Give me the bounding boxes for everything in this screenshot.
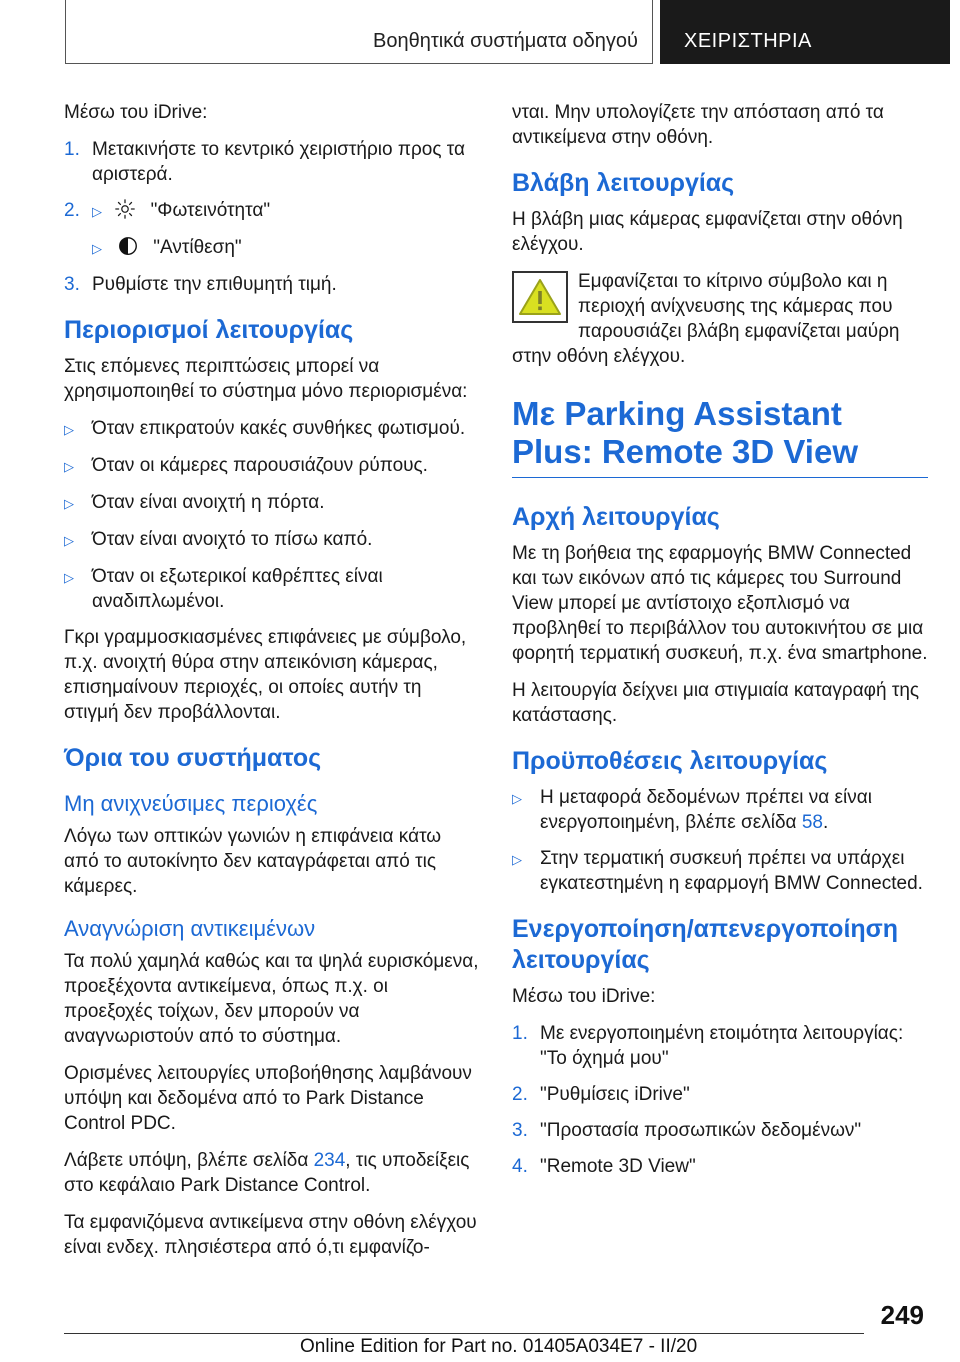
heading-malfunction: Βλάβη λειτουργίας <box>512 169 735 197</box>
heading-switch-on-off: Ενεργοποίηση/απενεργοποίηση λειτουργίας <box>512 915 899 974</box>
camera-warning-icon <box>512 271 568 323</box>
page-link-58[interactable]: 58 <box>801 812 823 833</box>
step-number: 1. <box>64 139 80 160</box>
page-link-234[interactable]: 234 <box>313 1150 346 1171</box>
limited-intro: Στις επόμενες περιπτώσεις μπορεί να χρησιμοποιηθεί το σύστημα μόνο περιορισμένα: <box>64 356 468 402</box>
footer-edition: Online Edition for Part no. 01405A034E7 - II/20 <box>300 1336 698 1357</box>
idrive-intro: Μέσω του iDrive: <box>64 102 208 123</box>
list-item-text: Όταν είναι ανοιχτή η πόρτα. <box>92 492 325 513</box>
list-item-text: Στην τερματική συσκευή πρέπει να υπάρχει εγκατεστημένη η εφαρμογή BMW Connected. <box>540 848 923 894</box>
step-number: 3. <box>512 1120 528 1141</box>
principle-text: Η λειτουργία δείχνει μια στιγμιαία καταγραφή της κατάστασης. <box>512 680 920 726</box>
step-item <box>64 198 480 224</box>
step-text: "Remote 3D View" <box>540 1156 696 1177</box>
step-text: Μετακινήστε το κεντρικό χειριστήριο προς τα αριστερά. <box>92 139 465 185</box>
warning-text: Εμφανίζεται το κίτρινο σύμβολο και η περιοχή ανίχνευσης της κάμερας που παρουσιάζει βλάβη εμφανίζεται μαύρη στην οθόνη ελέγχου. <box>512 271 900 367</box>
step-item <box>512 1082 928 1107</box>
list-item <box>64 490 480 516</box>
header-tab[interactable]: ΧΕΙΡΙΣΤΗΡΙΑ <box>660 0 950 64</box>
principle-text: Με τη βοήθεια της εφαρμογής BMW Connected και των εικόνων από τις κάμερες του Surround View μπορεί με αντίστοιχο εξοπλισμό να προβληθεί το περιβάλλον του αυτοκινήτου σε μια φορητή τερματική συσκευή, π.χ. ένα smartphone. <box>512 543 928 664</box>
right-column <box>512 100 928 1190</box>
step-item <box>64 272 480 297</box>
brightness-icon <box>113 198 137 220</box>
step-number: 4. <box>512 1156 528 1177</box>
step-item <box>512 1154 928 1179</box>
step-sub-item <box>92 235 480 261</box>
list-item <box>64 527 480 553</box>
list-item-text: Όταν επικρατούν κακές συνθήκες φωτισμού. <box>92 418 466 439</box>
heading-principle: Αρχή λειτουργίας <box>512 503 720 531</box>
left-column <box>64 100 480 1272</box>
page-number: 249 <box>880 1300 924 1330</box>
list-item-text: Η μεταφορά δεδομένων πρέπει να είναι ενεργοποιημένη, βλέπε σελίδα 58. <box>540 787 872 833</box>
malfunction-text: Η βλάβη μιας κάμερας εμφανίζεται στην οθόνη ελέγχου. <box>512 209 903 255</box>
list-item <box>64 564 480 614</box>
list-item <box>64 416 480 442</box>
bullet-triangle-icon: ▷ <box>64 459 74 474</box>
bullet-triangle-icon: ▷ <box>92 204 102 219</box>
recognition-paragraph: Τα εμφανιζόμενα αντικείμενα στην οθόνη ελέγχου είναι ενδεχ. πλησιέστερα από ό,τι εμφανίζο- <box>64 1212 477 1258</box>
header-title: Βοηθητικά συστήματα οδηγού <box>373 30 638 52</box>
list-item-text: Όταν οι κάμερες παρουσιάζουν ρύπους. <box>92 455 428 476</box>
list-item-text: Όταν οι εξωτερικοί καθρέπτες είναι αναδιπλωμένοι. <box>92 566 383 612</box>
header-box <box>65 0 653 64</box>
step-text: "Ρυθμίσεις iDrive" <box>540 1084 690 1105</box>
step-text: "Προστασία προσωπικών δεδομένων" <box>540 1120 862 1141</box>
list-item <box>64 453 480 479</box>
continued-text: νται. Μην υπολογίζετε την απόσταση από τα αντικείμενα στην οθόνη. <box>512 102 884 148</box>
list-item <box>512 785 928 835</box>
recognition-paragraph: Λάβετε υπόψη, βλέπε σελίδα 234, τις υποδείξεις στο κεφάλαιο Park Distance Control. <box>64 1150 470 1196</box>
bullet-triangle-icon: ▷ <box>64 422 74 437</box>
step-text: "Φωτεινότητα" <box>150 200 271 221</box>
heading-remote-3d-view: Με Parking Assistant Plus: Remote 3D View <box>512 395 928 478</box>
step-item <box>64 137 480 187</box>
step-text: Με ενεργοποιημένη ετοιμότητα λειτουργίας: "Το όχημά μου" <box>540 1023 904 1069</box>
step-item <box>512 1021 928 1071</box>
recognition-paragraph: Τα πολύ χαμηλά καθώς και τα ψηλά ευρισκόμενα, προεξέχοντα αντικείμενα, όπως π.χ. οι προεξοχές τοίχων, δεν μπορούν να αναγνωριστούν από το σύστημα. <box>64 951 479 1047</box>
heading-undetectable-areas: Μη ανιχνεύσιμες περιοχές <box>64 791 318 816</box>
step-number: 2. <box>64 200 80 221</box>
list-item-text: Όταν είναι ανοιχτό το πίσω καπό. <box>92 529 373 550</box>
step-sub-text: "Αντίθεση" <box>153 237 242 258</box>
bullet-triangle-icon: ▷ <box>512 791 522 806</box>
step-number: 1. <box>512 1023 528 1044</box>
step-number: 3. <box>64 274 80 295</box>
step-text: Ρυθμίστε την επιθυμητή τιμή. <box>92 274 337 295</box>
contrast-icon <box>116 235 140 257</box>
heading-object-recognition: Αναγνώριση αντικειμένων <box>64 916 316 941</box>
warning-block <box>512 269 928 369</box>
step-item <box>512 1118 928 1143</box>
list-item <box>512 846 928 896</box>
heading-system-limits: Όρια του συστήματος <box>64 744 322 772</box>
heading-limited-function: Περιορισμοί λειτουργίας <box>64 316 354 344</box>
step-number: 2. <box>512 1084 528 1105</box>
bullet-triangle-icon: ▷ <box>64 570 74 585</box>
bullet-triangle-icon: ▷ <box>512 852 522 867</box>
onoff-intro: Μέσω του iDrive: <box>512 986 656 1007</box>
heading-prerequisites: Προϋποθέσεις λειτουργίας <box>512 747 828 775</box>
bullet-triangle-icon: ▷ <box>64 496 74 511</box>
undetectable-text: Λόγω των οπτικών γωνιών η επιφάνεια κάτω από το αυτοκίνητο δεν καταγράφεται από τις κάμερες. <box>64 826 442 897</box>
grey-areas-text: Γκρι γραμμοσκιασμένες επιφάνειες με σύμβολο, π.χ. ανοιχτή θύρα στην απεικόνιση κάμερας, επισημαίνουν περιοχές, οι οποίες αυτήν τη στιγμή δεν προβάλλονται. <box>64 627 467 723</box>
footer-divider <box>64 1333 864 1334</box>
recognition-paragraph: Ορισμένες λειτουργίες υποβοήθησης λαμβάνουν υπόψη και δεδομένα από το Park Distance Control PDC. <box>64 1063 472 1134</box>
bullet-triangle-icon: ▷ <box>92 241 102 256</box>
bullet-triangle-icon: ▷ <box>64 533 74 548</box>
